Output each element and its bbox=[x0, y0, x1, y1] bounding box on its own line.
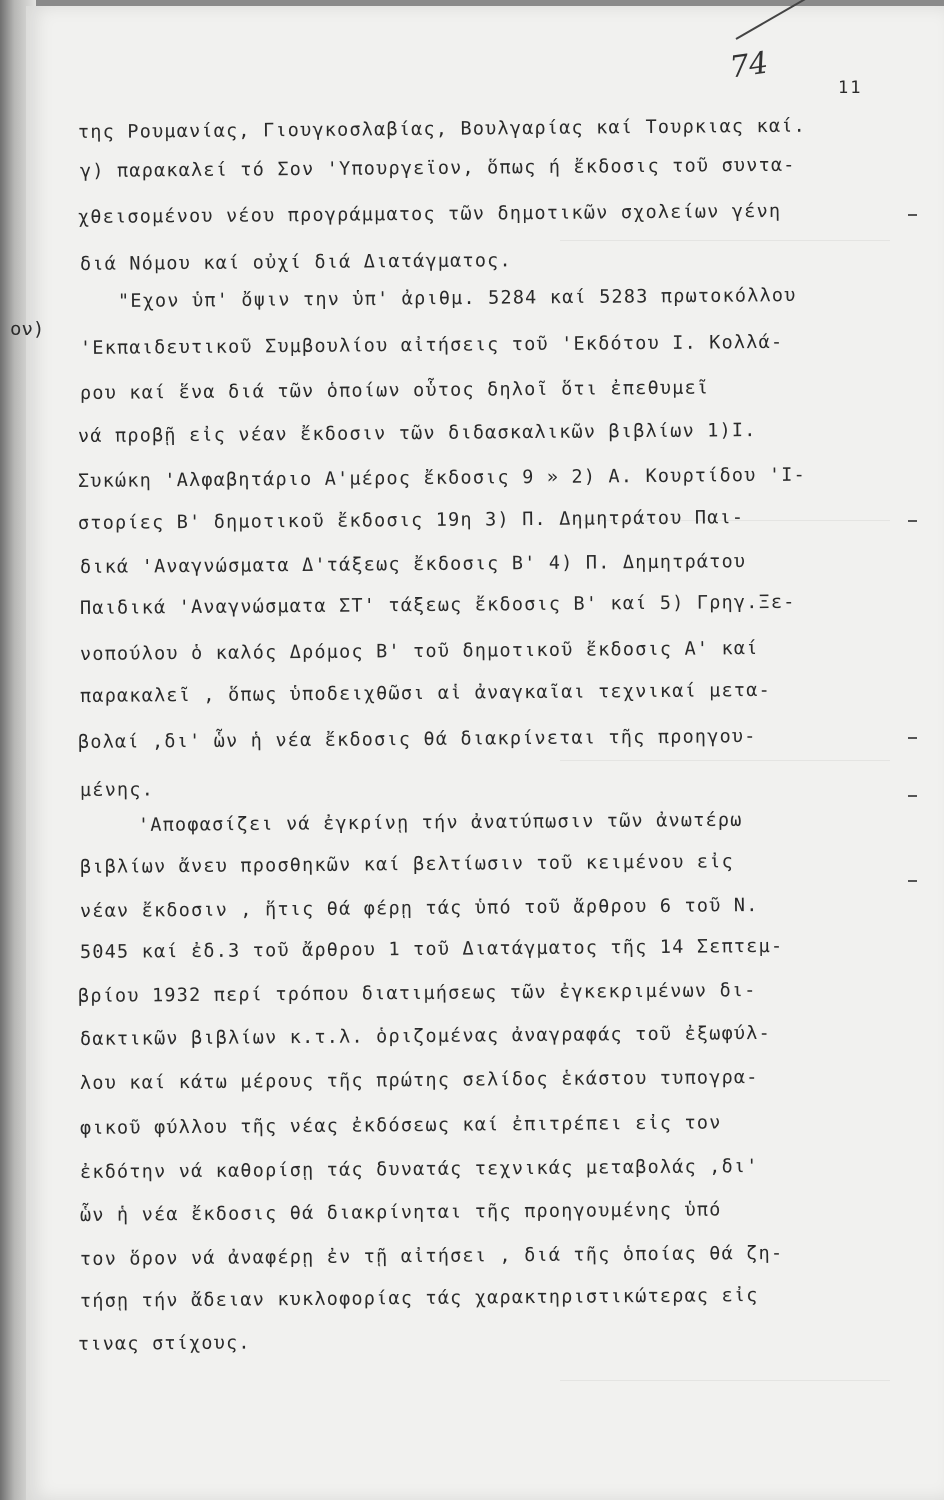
text-line: χθεισομένου νέου προγράμματος τῶν δημοτικῶν σχολείων γένη bbox=[77, 200, 782, 228]
text-line: 5045 καί ἐδ.3 τοῦ ἄρθρου 1 τοῦ Διατάγματος τῆς 14 Σεπτεμ- bbox=[79, 935, 784, 963]
margin-tick bbox=[908, 795, 917, 797]
text-line: "Εχον ὑπ' ὄψιν την ὑπ' ἀριθμ. 5284 καί 5283 πρωτοκόλλου bbox=[117, 285, 797, 312]
text-line: νέαν ἔκδοσιν , ἥτις θά φέρῃ τάς ὑπό τοῦ ἄρθρου 6 τοῦ Ν. bbox=[79, 895, 759, 922]
margin-fragment: ον) bbox=[10, 318, 45, 340]
bleed-through bbox=[560, 760, 890, 761]
text-line: μένης. bbox=[79, 779, 155, 801]
margin-tick bbox=[908, 520, 917, 522]
text-line: βρίου 1932 περί τρόπου διατιμήσεως τῶν ἐγκεκριμένων δι- bbox=[77, 980, 757, 1007]
text-line: γ) παρακαλεί τό Σον 'Υπουργεϊον, ὅπως ή ἔκδοσις τοῦ συντα- bbox=[79, 154, 796, 182]
text-line: διά Νόμου καί οὐχί διά Διατάγματος. bbox=[79, 250, 512, 275]
page-number: 11 bbox=[838, 78, 863, 98]
text-line: Συκώκη 'Αλφαβητάριο Α'μέρος ἔκδοσις 9 » 2) Α. Κουρτίδου 'Ι- bbox=[77, 464, 807, 492]
text-line: τήσῃ τήν ἄδειαν κυκλοφορίας τάς χαρακτηριστικώτερας εἰς bbox=[79, 1285, 759, 1312]
text-line: ρου καί ἕνα διά τῶν ὁποίων οὗτος δηλοῖ ὅτι ἐπεθυμεῖ bbox=[79, 377, 710, 404]
text-line: παρακαλεῖ , ὅπως ὑποδειχθῶσι αἱ ἀναγκαῖαι τεχνικαί μετα- bbox=[79, 679, 772, 707]
text-line: φικοῦ φύλλου τῆς νέας ἐκδόσεως καί ἐπιτρέπει εἰς τον bbox=[79, 1112, 722, 1139]
text-line: ὧν ἡ νέα ἔκδοσις θά διακρίνηται τῆς προηγουμένης ὑπό bbox=[79, 1199, 722, 1226]
text-line: δικά 'Αναγνώσματα Δ'τάξεως ἔκδοσις Β' 4) Π. Δημητράτου bbox=[79, 551, 747, 578]
bleed-through bbox=[560, 520, 890, 521]
text-line: βολαί ,δι' ὧν ἡ νέα ἔκδοσις θά διακρίνεται τῆς προηγου- bbox=[77, 726, 757, 753]
text-line: της Ρουμανίας, Γιουγκοσλαβίας, Βουλγαρίας καί Τουρκιας καί. bbox=[77, 115, 807, 143]
bleed-through bbox=[560, 240, 890, 241]
text-line: λου καί κάτω μέρους τῆς πρώτης σελίδος ἑκάστου τυπογρα- bbox=[79, 1067, 759, 1094]
margin-tick bbox=[908, 737, 917, 739]
text-line: τον ὅρον νά ἀναφέρῃ ἐν τῇ αἰτήσει , διά τῆς ὁποίας θά ζη- bbox=[79, 1242, 784, 1270]
text-line: Παιδικά 'Αναγνώσματα ΣΤ' τάξεως ἔκδοσις Β' καί 5) Γρηγ.Ξε- bbox=[79, 591, 796, 619]
text-line: νοπούλου ὁ καλός Δρόμος Β' τοῦ δημοτικοῦ ἔκδοσις Α' καί bbox=[79, 638, 759, 665]
text-line: νά προβῇ εἰς νέαν ἔκδοσιν τῶν διδασκαλικῶν βιβλίων 1)Ι. bbox=[77, 420, 757, 447]
text-line: 'Εκπαιδευτικοῦ Συμβουλίου αἰτήσεις τοῦ 'Εκδότου Ι. Κολλά- bbox=[79, 331, 784, 359]
text-line: 'Αποφασίζει νά ἐγκρίνῃ τήν ἀνατύπωσιν τῶν ἀνωτέρω bbox=[137, 809, 743, 836]
text-line: βιβλίων ἄνευ προσθηκῶν καί βελτίωσιν τοῦ κειμένου εἰς bbox=[79, 851, 734, 878]
margin-tick bbox=[908, 214, 917, 216]
text-line: ἐκδότην νά καθορίσῃ τάς δυνατάς τεχνικάς μεταβολάς ,δι' bbox=[79, 1156, 759, 1183]
handwritten-page-number: 74 bbox=[727, 45, 771, 86]
margin-tick bbox=[908, 880, 917, 882]
text-line: τινας στίχους. bbox=[77, 1332, 251, 1355]
bleed-through bbox=[560, 1380, 890, 1381]
text-line: δακτικῶν βιβλίων κ.τ.λ. ὁριζομένας ἀναγραφάς τοῦ ἐξωφύλ- bbox=[79, 1022, 772, 1050]
text-line: στορίες Β' δημοτικοῦ ἔκδοσις 19η 3) Π. Δημητράτου Παι- bbox=[77, 507, 745, 534]
